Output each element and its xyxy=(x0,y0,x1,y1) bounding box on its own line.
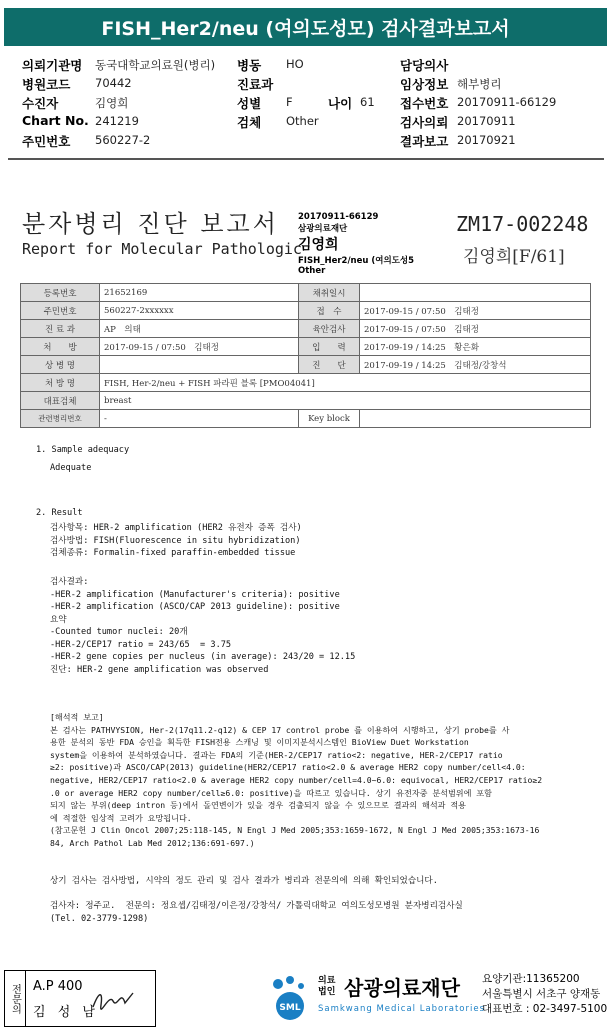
table-value: 21652169 xyxy=(100,284,299,302)
label-lab: 삼광의료재단 xyxy=(298,224,348,234)
address: 서울특별시 서초구 양재동 xyxy=(482,988,601,1000)
pathologist-stamp xyxy=(4,970,156,1027)
table-key: 관련병리번호 xyxy=(21,410,100,428)
findings-block: 검사결과: -HER-2 amplification (Manufacturer's criteria): positive -HER-2 amplification (ASCO/CAP 2013 guideline): positive 요약 -Counted tumor nuclei: 20개 -HER-2/CEP17 ratio = 243/65 = 3.75 -HER-2 gene copies per nucleus (in average): 243/20 = 12.15 진단: HER-2 gene amplification was observed xyxy=(50,577,356,675)
label-hospital-code: 병원코드 xyxy=(22,77,71,92)
table-value xyxy=(360,284,591,302)
label-test: FISH_Her2/neu (여의도성5 xyxy=(298,256,415,266)
sml-logo-icon xyxy=(268,972,312,1022)
verification-note: 상기 검사는 검사방법, 시약의 정도 관리 및 검사 결과가 병리과 전문의에 의해 확인되었습니다. xyxy=(50,876,438,886)
stamp-license: A.P 400 xyxy=(33,979,83,994)
section-result-title: 2. Result xyxy=(36,508,83,518)
registration-table xyxy=(20,283,591,428)
label-department: 진료과 xyxy=(237,77,274,92)
report-title-bar xyxy=(4,8,607,46)
value-request-date: 20170911 xyxy=(457,114,516,128)
value-specimen: Other xyxy=(286,114,319,128)
label-age: 나이 xyxy=(328,96,353,111)
label-patient-name: 김영희 xyxy=(298,237,339,253)
value-clinical-info: 해부병리 xyxy=(457,77,502,91)
value-patient: 김영희 xyxy=(95,96,129,110)
phone: 대표번호 : 02-3497-5100 xyxy=(482,1003,608,1015)
pathology-code: ZM17-002248 xyxy=(456,212,589,236)
lab-address xyxy=(482,972,607,1017)
value-chart-no: 241219 xyxy=(95,114,139,128)
report-title-english: Report for Molecular Pathologic xyxy=(22,240,302,258)
table-value: AP 의태 xyxy=(100,320,299,338)
label-receipt-no: 접수번호 xyxy=(400,96,449,111)
header-divider xyxy=(8,158,604,160)
result-method-block: 검사항목: HER-2 amplification (HER2 유전자 증폭 검사) 검사방법: FISH(Fluorescence in situ hybridization) 검체종류: Formalin-fixed paraffin-embedded tissue xyxy=(50,523,302,558)
table-key: 등록번호 xyxy=(21,284,100,302)
value-sex: F xyxy=(286,95,293,109)
table-value: 2017-09-15 / 07:50 김태정 xyxy=(360,320,591,338)
stamp-role: 전문의 xyxy=(5,971,26,1026)
table-value: 2017-09-19 / 14:25 김태정/강창석 xyxy=(360,356,591,374)
section-sample-title: 1. Sample adequacy xyxy=(36,445,130,455)
patient-header xyxy=(0,52,611,154)
table-key: 채취일시 xyxy=(299,284,360,302)
label-patient: 수진자 xyxy=(22,96,59,111)
stamp-name: 김 성 남 xyxy=(33,1005,99,1020)
report-title: FISH_Her2/neu (여의도성모) 검사결과보고서 xyxy=(101,17,510,40)
logo-english: Samkwang Medical Laboratories xyxy=(318,1004,486,1014)
label-receipt: 20170911-66129 xyxy=(298,212,379,222)
label-ward: 병동 xyxy=(237,58,262,73)
footer xyxy=(0,962,611,1036)
table-key: 접 수 xyxy=(299,302,360,320)
table-row xyxy=(21,338,591,356)
table-value: 2017-09-19 / 14:25 황은화 xyxy=(360,338,591,356)
label-request-date: 검사의뢰 xyxy=(400,115,449,130)
table-row xyxy=(21,410,591,428)
value-ward: HO xyxy=(286,57,304,71)
value-report-date: 20170921 xyxy=(457,133,516,147)
table-value: 2017-09-15 / 07:50 김태정 xyxy=(360,302,591,320)
table-key: Key block xyxy=(299,410,360,428)
value-receipt-no: 20170911-66129 xyxy=(457,95,557,109)
table-row xyxy=(21,302,591,320)
table-value: breast xyxy=(100,392,591,410)
table-row xyxy=(21,320,591,338)
value-hospital-code: 70442 xyxy=(95,76,132,90)
signature-icon xyxy=(91,987,135,1013)
label-institution: 의뢰기관명 xyxy=(22,58,83,73)
label-specimen: 검체 xyxy=(237,115,262,130)
patient-tag: 김영희[F/61] xyxy=(463,247,565,267)
label-report-date: 결과보고 xyxy=(400,134,449,149)
value-age: 61 xyxy=(360,95,375,109)
logo-name: 삼광의료재단 xyxy=(344,976,460,1000)
table-key: 대표검체 xyxy=(21,392,100,410)
table-value: - xyxy=(100,410,299,428)
signers-block: 검사자: 정주교. 전문의: 정요셉/김태정/이은정/강창석/ 가톨릭대학교 여의도성모병원 분자병리검사실 (Tel. 02-3779-1298) xyxy=(50,901,463,924)
table-row xyxy=(21,374,591,392)
table-value xyxy=(360,410,591,428)
table-key: 주민번호 xyxy=(21,302,100,320)
table-key: 상 병 명 xyxy=(21,356,100,374)
table-row xyxy=(21,392,591,410)
facility-code: 요양기관:11365200 xyxy=(482,973,580,985)
table-key: 입 력 xyxy=(299,338,360,356)
table-value: 560227-2xxxxxx xyxy=(100,302,299,320)
table-value: FISH, Her-2/neu + FISH 파라핀 블록 [PMO04041] xyxy=(100,374,591,392)
label-sex: 성별 xyxy=(237,96,262,111)
sml-text: SML xyxy=(279,1003,301,1013)
scanned-report xyxy=(0,176,611,959)
section-sample-value: Adequate xyxy=(50,463,92,473)
specimen-label xyxy=(298,212,440,276)
table-value xyxy=(100,356,299,374)
report-title-korean: 분자병리 진단 보고서 xyxy=(22,210,279,238)
value-institution: 동국대학교의료원(병리) xyxy=(95,58,216,72)
table-key: 육안검사 xyxy=(299,320,360,338)
table-key: 진 료 과 xyxy=(21,320,100,338)
label-clinical-info: 임상정보 xyxy=(400,77,449,92)
label-doctor: 담당의사 xyxy=(400,58,449,73)
label-resident-no: 주민번호 xyxy=(22,134,71,149)
table-key: 진 단 xyxy=(299,356,360,374)
table-key: 처 방 명 xyxy=(21,374,100,392)
label-specimen: Other xyxy=(298,266,326,276)
table-row xyxy=(21,356,591,374)
label-chart-no: Chart No. xyxy=(22,113,89,128)
table-row xyxy=(21,284,591,302)
table-value: 2017-09-15 / 07:50 김태정 xyxy=(100,338,299,356)
logo-prefix: 의료 법인 xyxy=(318,976,336,997)
value-resident-no: 560227-2 xyxy=(95,133,151,147)
interpretation-block: [해석적 보고] 본 검사는 PATHVYSION, Her-2(17q11.2-q12) & CEP 17 control probe 를 이용하여 시행하고, 상기 probe를 사 용한 분석의 동반 FDA 승인을 획득한 FISH전용 스캐닝 및 이미지분석시스템인 BioView Duet Workstation system을 이용하여 분석하였습니다. 결과는 FDA의 기준(HER-2/CEP17 ratio<2: negative, HER-2/CEP17 ratio ≥2: positive)과 ASCO/CAP(2013) guideline(HER2/CEP17 ratio<2.0 & average HER2 copy number/cell<4.0: negative, HER2/CEP17 ratio<2.0 & average HER2 copy number/cell=4.0~6.0: equivocal, HER2/CEP17 ratio≥2 .0 or average HER2 copy number/cell≥6.0: positive)을 따르고 있습니다. 상기 유전자중 분석범위에 포함 되지 않는 부위(deep intron 등)에서 돌연변이가 있을 경우 검출되지 않을 수 있으므로 결과의 해석과 적용 에 적절한 임상적 고려가 요망됩니다. (참고문헌 J Clin Oncol 2007;25:118-145, N Engl J Med 2005;353:1659-1672, N Engl J Med 2005;353:1673-16 84, Arch Pathol Lab Med 2012;136:691-697.) xyxy=(50,712,543,848)
table-key: 처 방 xyxy=(21,338,100,356)
